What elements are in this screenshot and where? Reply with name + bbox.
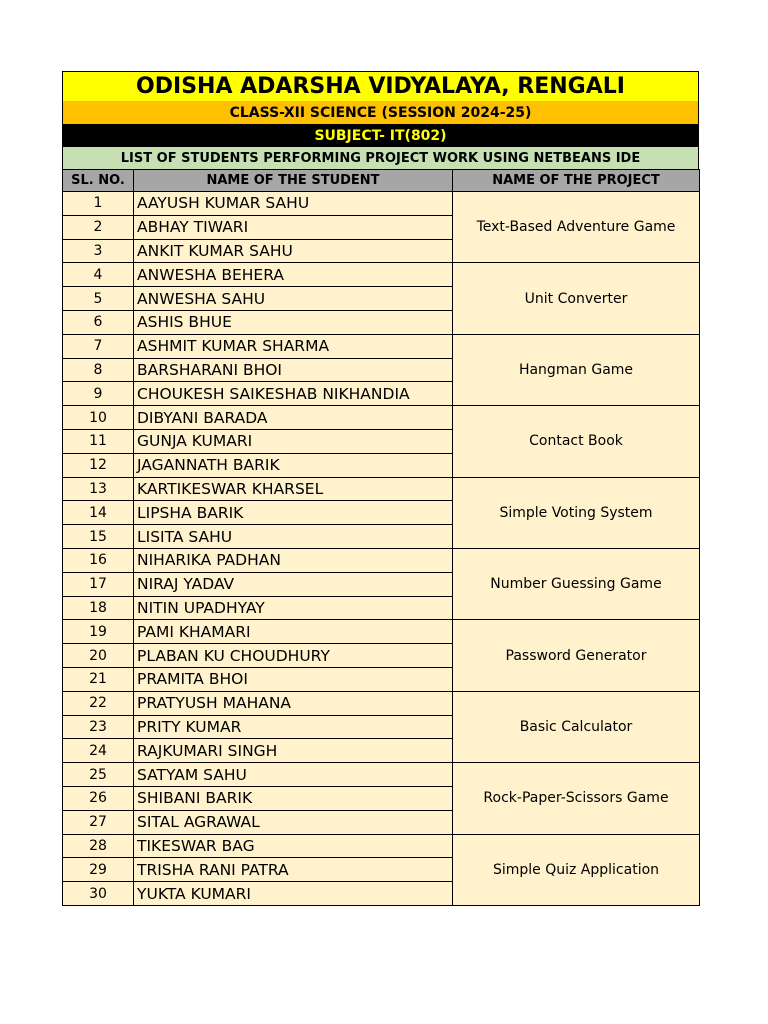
list-title: LIST OF STUDENTS PERFORMING PROJECT WORK USING NETBEANS IDE — [62, 147, 699, 169]
student-name-cell: PLABAN KU CHOUDHURY — [134, 644, 453, 668]
table-row — [63, 477, 700, 501]
serial-number-cell: 23 — [63, 715, 134, 739]
project-name-cell: Simple Voting System — [453, 477, 700, 548]
serial-number-cell: 18 — [63, 596, 134, 620]
serial-number-cell: 16 — [63, 548, 134, 572]
table-row — [63, 691, 700, 715]
student-name-cell: GUNJA KUMARI — [134, 429, 453, 453]
table-row — [63, 763, 700, 787]
project-name-cell: Unit Converter — [453, 263, 700, 334]
student-name-cell: RAJKUMARI SINGH — [134, 739, 453, 763]
serial-number-cell: 6 — [63, 310, 134, 334]
student-name-cell: CHOUKESH SAIKESHAB NIKHANDIA — [134, 382, 453, 406]
student-name-cell: PRAMITA BHOI — [134, 667, 453, 691]
student-name-cell: SHIBANI BARIK — [134, 786, 453, 810]
table-row — [63, 620, 700, 644]
class-session-banner: CLASS-XII SCIENCE (SESSION 2024-25) — [62, 101, 699, 124]
project-name-cell: Contact Book — [453, 406, 700, 477]
column-header-sl-no: SL. NO. — [63, 170, 134, 192]
serial-number-cell: 21 — [63, 667, 134, 691]
serial-number-cell: 15 — [63, 525, 134, 549]
student-name-cell: SATYAM SAHU — [134, 763, 453, 787]
table-row — [63, 192, 700, 216]
project-name-cell: Simple Quiz Application — [453, 834, 700, 905]
student-name-cell: ANWESHA BEHERA — [134, 263, 453, 287]
student-name-cell: YUKTA KUMARI — [134, 882, 453, 906]
table-row — [63, 334, 700, 358]
student-project-sheet — [62, 71, 699, 906]
serial-number-cell: 25 — [63, 763, 134, 787]
column-header-student-name: NAME OF THE STUDENT — [134, 170, 453, 192]
serial-number-cell: 8 — [63, 358, 134, 382]
table-header-row — [63, 170, 700, 192]
project-name-cell: Basic Calculator — [453, 691, 700, 762]
serial-number-cell: 10 — [63, 406, 134, 430]
serial-number-cell: 20 — [63, 644, 134, 668]
serial-number-cell: 4 — [63, 263, 134, 287]
serial-number-cell: 7 — [63, 334, 134, 358]
student-name-cell: PRATYUSH MAHANA — [134, 691, 453, 715]
school-title: ODISHA ADARSHA VIDYALAYA, RENGALI — [62, 71, 699, 101]
serial-number-cell: 14 — [63, 501, 134, 525]
student-name-cell: ASHIS BHUE — [134, 310, 453, 334]
student-name-cell: JAGANNATH BARIK — [134, 453, 453, 477]
serial-number-cell: 30 — [63, 882, 134, 906]
student-name-cell: ANWESHA SAHU — [134, 287, 453, 311]
student-name-cell: PAMI KHAMARI — [134, 620, 453, 644]
serial-number-cell: 9 — [63, 382, 134, 406]
serial-number-cell: 13 — [63, 477, 134, 501]
project-name-cell: Text-Based Adventure Game — [453, 192, 700, 263]
table-row — [63, 548, 700, 572]
student-name-cell: KARTIKESWAR KHARSEL — [134, 477, 453, 501]
serial-number-cell: 24 — [63, 739, 134, 763]
serial-number-cell: 17 — [63, 572, 134, 596]
student-name-cell: ANKIT KUMAR SAHU — [134, 239, 453, 263]
serial-number-cell: 26 — [63, 786, 134, 810]
table-row — [63, 406, 700, 430]
serial-number-cell: 2 — [63, 215, 134, 239]
serial-number-cell: 22 — [63, 691, 134, 715]
student-name-cell: NIRAJ YADAV — [134, 572, 453, 596]
student-name-cell: TIKESWAR BAG — [134, 834, 453, 858]
student-project-table — [62, 169, 700, 906]
student-name-cell: DIBYANI BARADA — [134, 406, 453, 430]
student-name-cell: TRISHA RANI PATRA — [134, 858, 453, 882]
table-body — [63, 192, 700, 906]
student-name-cell: ASHMIT KUMAR SHARMA — [134, 334, 453, 358]
column-header-project-name: NAME OF THE PROJECT — [453, 170, 700, 192]
serial-number-cell: 28 — [63, 834, 134, 858]
table-row — [63, 834, 700, 858]
serial-number-cell: 29 — [63, 858, 134, 882]
student-name-cell: PRITY KUMAR — [134, 715, 453, 739]
serial-number-cell: 12 — [63, 453, 134, 477]
serial-number-cell: 19 — [63, 620, 134, 644]
student-name-cell: NITIN UPADHYAY — [134, 596, 453, 620]
student-name-cell: BARSHARANI BHOI — [134, 358, 453, 382]
subject-banner: SUBJECT- IT(802) — [62, 124, 699, 147]
project-name-cell: Number Guessing Game — [453, 548, 700, 619]
serial-number-cell: 27 — [63, 810, 134, 834]
table-row — [63, 263, 700, 287]
serial-number-cell: 1 — [63, 192, 134, 216]
student-name-cell: SITAL AGRAWAL — [134, 810, 453, 834]
project-name-cell: Rock-Paper-Scissors Game — [453, 763, 700, 834]
project-name-cell: Hangman Game — [453, 334, 700, 405]
student-name-cell: LISITA SAHU — [134, 525, 453, 549]
serial-number-cell: 3 — [63, 239, 134, 263]
student-name-cell: AAYUSH KUMAR SAHU — [134, 192, 453, 216]
student-name-cell: ABHAY TIWARI — [134, 215, 453, 239]
student-name-cell: NIHARIKA PADHAN — [134, 548, 453, 572]
serial-number-cell: 5 — [63, 287, 134, 311]
serial-number-cell: 11 — [63, 429, 134, 453]
student-name-cell: LIPSHA BARIK — [134, 501, 453, 525]
project-name-cell: Password Generator — [453, 620, 700, 691]
